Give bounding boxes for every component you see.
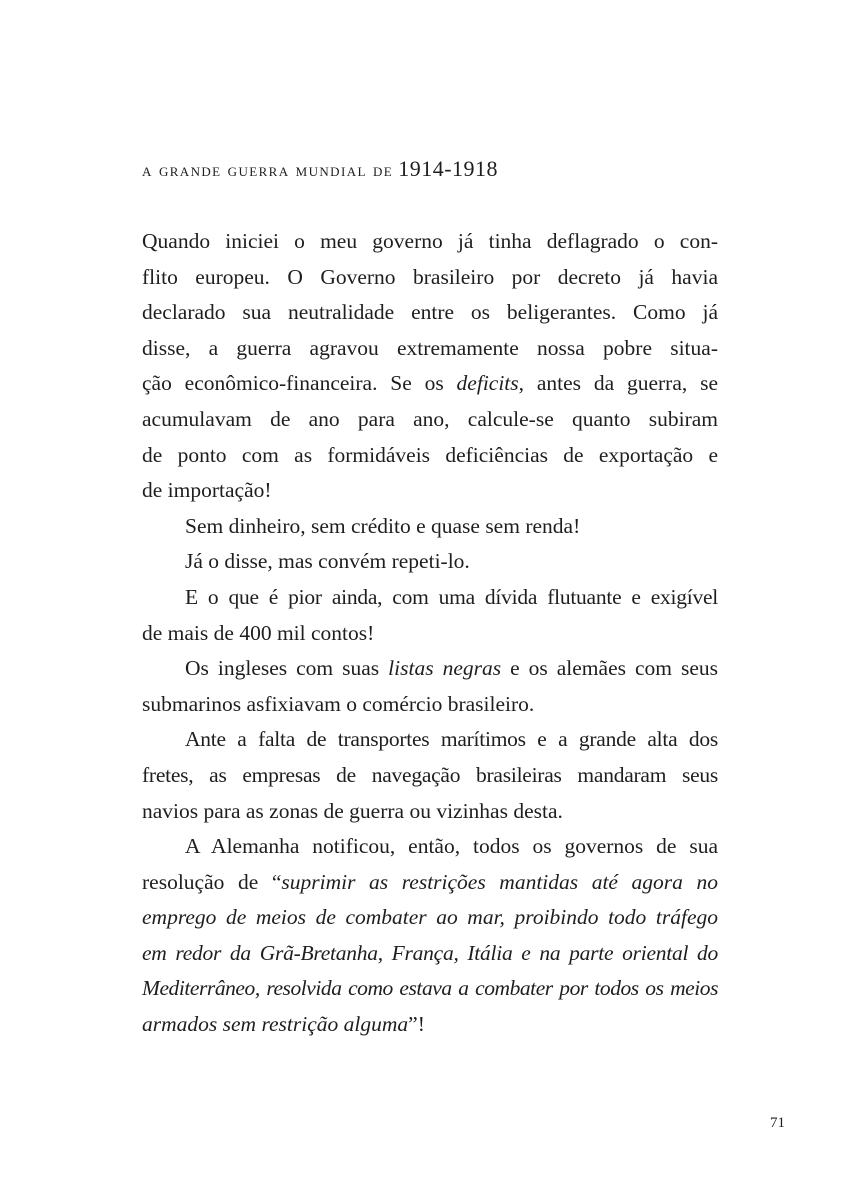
body-text <box>142 224 718 1043</box>
text-line: resolução de “suprimir as restrições mantidas até agora no <box>142 869 718 894</box>
text-line: de importação! <box>142 478 272 503</box>
text-line: Mediterrâneo, resolvida como estava a combater por todos os meios <box>142 976 718 1001</box>
text-line: de mais de 400 mil contos! <box>142 620 375 645</box>
text-line: Os ingleses com suas listas negras e os alemães com seus <box>185 656 719 681</box>
chapter-heading-title: a grande guerra mundial de <box>142 160 394 181</box>
text-line: fretes, as empresas de navegação brasileiras mandaram seus <box>142 762 718 787</box>
chapter-heading-year: 1914-1918 <box>398 156 499 181</box>
page-number: 71 <box>770 1115 785 1131</box>
chapter-heading <box>142 154 762 187</box>
text-line: Quando iniciei o meu governo já tinha deflagrado o con- <box>142 229 718 253</box>
text-line: ção econômico-financeira. Se os deficits, antes da guerra, se <box>142 371 718 396</box>
text-line: declarado sua neutralidade entre os beligerantes. Como já <box>142 300 718 325</box>
text-line: de ponto com as formidáveis deficiências de exportação e <box>142 442 718 467</box>
text-line: A Alemanha notificou, então, todos os governos de sua <box>185 834 718 859</box>
text-line: Já o disse, mas convém repeti-lo. <box>185 549 470 574</box>
text-line: armados sem restrição alguma”! <box>142 1012 425 1037</box>
text-line: disse, a guerra agravou extremamente nossa pobre situa- <box>142 335 718 360</box>
text-line: navios para as zonas de guerra ou vizinhas desta. <box>142 798 563 823</box>
text-line: Ante a falta de transportes marítimos e a grande alta dos <box>185 727 718 752</box>
text-line: emprego de meios de combater ao mar, proibindo todo tráfego <box>142 905 718 930</box>
text-line: Sem dinheiro, sem crédito e quase sem renda! <box>185 513 581 538</box>
text-line: em redor da Grã-Bretanha, França, Itália e na parte oriental do <box>142 940 718 965</box>
text-line: submarinos asfixiavam o comércio brasileiro. <box>142 691 535 716</box>
text-line: E o que é pior ainda, com uma dívida flutuante e exigível <box>185 584 718 609</box>
text-line: acumulavam de ano para ano, calcule-se quanto subiram <box>142 406 718 431</box>
text-line: flito europeu. O Governo brasileiro por decreto já havia <box>142 264 718 289</box>
